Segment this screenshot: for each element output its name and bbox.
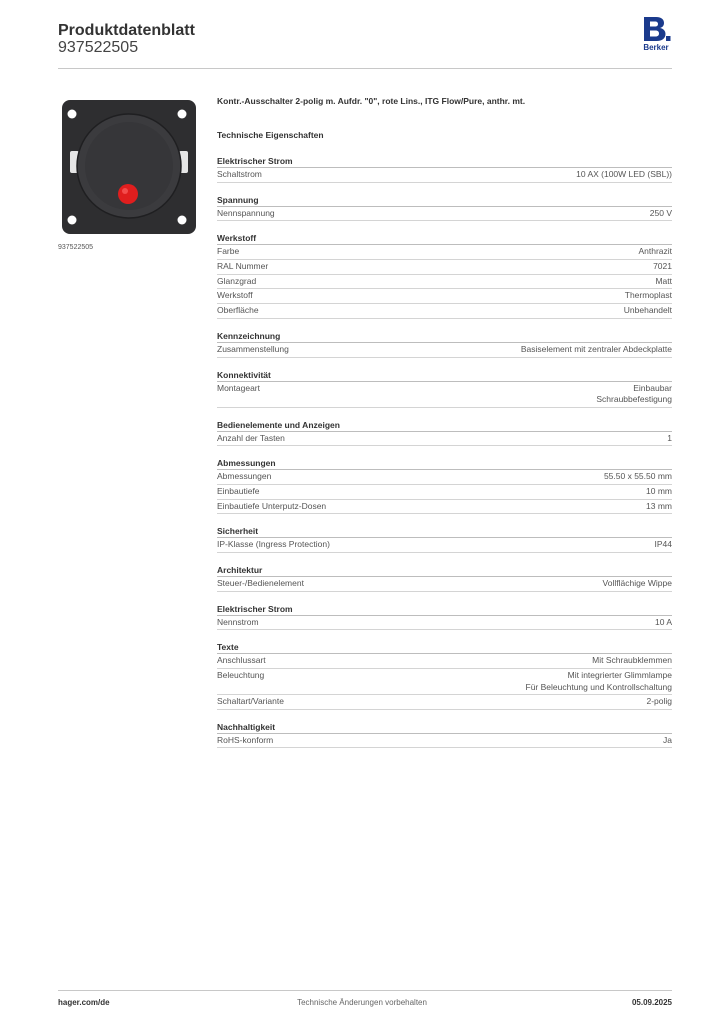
product-description: Kontr.-Ausschalter 2-polig m. Aufdr. "0", rote Lins., ITG Flow/Pure, anthr. mt. [217, 96, 526, 106]
spec-value: 1 [667, 432, 672, 443]
tech-properties-title: Technische Eigenschaften [217, 130, 324, 140]
indicator-lens-icon [118, 184, 138, 204]
spec-section [217, 195, 672, 222]
spec-label: Anschlussart [217, 655, 266, 666]
spec-row [217, 343, 672, 358]
header-divider [58, 68, 672, 69]
footer-divider [58, 990, 672, 991]
spec-label: Nennspannung [217, 207, 275, 218]
logo-text: Berker [643, 43, 669, 52]
spec-value: 10 AX (100W LED (SBL)) [576, 169, 672, 179]
spec-row [217, 245, 672, 260]
spec-section [217, 458, 672, 514]
spec-value: Basiselement mit zentraler Abdeckplatte [520, 343, 672, 354]
section-title: Architektur [217, 564, 263, 575]
spec-section [217, 331, 672, 358]
footer-website: hager.com/de [58, 998, 110, 1007]
spec-row [217, 695, 672, 710]
spec-row [217, 616, 672, 631]
spec-label: Abmessungen [217, 471, 272, 482]
spec-label: Zusammenstellung [217, 343, 289, 354]
spec-label: RAL Nummer [217, 261, 269, 272]
spec-value: IP44 [654, 539, 672, 550]
product-image [58, 96, 200, 238]
spec-value: 13 mm [646, 500, 672, 511]
spec-value: Ja [663, 734, 672, 745]
spec-sections [217, 156, 672, 748]
spec-value: Unbehandelt [623, 305, 672, 316]
spec-row [217, 669, 672, 695]
section-title: Werkstoff [217, 233, 257, 244]
spec-row [217, 275, 672, 290]
footer-notice: Technische Änderungen vorbehalten [297, 998, 427, 1007]
spec-section [217, 526, 672, 553]
page-title: Produktdatenblatt [58, 22, 195, 39]
spec-section [217, 722, 672, 749]
section-title: Spannung [217, 194, 259, 205]
spec-value: Anthrazit [638, 246, 672, 257]
spec-value: 10 mm [646, 485, 672, 496]
section-title: Elektrischer Strom [217, 156, 293, 166]
spec-row [217, 168, 672, 183]
spec-row [217, 207, 672, 222]
spec-label: Farbe [217, 246, 240, 257]
spec-section [217, 233, 672, 318]
spec-row [217, 734, 672, 749]
spec-section [217, 156, 672, 183]
spec-label: Einbautiefe Unterputz-Dosen [217, 500, 327, 511]
spec-label: Steuer-/Bedienelement [217, 577, 304, 588]
spec-value: 250 V [649, 207, 672, 218]
spec-row [217, 289, 672, 304]
berker-b-icon [641, 16, 671, 42]
spec-row [217, 538, 672, 553]
spec-value: 55.50 x 55.50 mm [603, 471, 672, 482]
spec-content [217, 96, 672, 748]
section-title: Sicherheit [217, 526, 259, 537]
spec-section [217, 565, 672, 592]
spec-row [217, 432, 672, 447]
spec-row [217, 304, 672, 319]
product-number: 937522505 [58, 39, 139, 56]
spec-label: Einbautiefe [217, 485, 260, 496]
spec-label: Oberfläche [217, 305, 259, 316]
section-title: Bedienelemente und Anzeigen [217, 419, 340, 430]
spec-section [217, 370, 672, 408]
footer-date: 05.09.2025 [631, 998, 672, 1007]
spec-value: Vollflächige Wippe [602, 577, 672, 588]
section-title: Elektrischer Strom [217, 603, 293, 614]
spec-value: 10 A [654, 616, 672, 627]
spec-section [217, 604, 672, 631]
section-title: Konnektivität [217, 369, 271, 380]
spec-row [217, 654, 672, 669]
spec-value: 7021 [653, 261, 672, 272]
spec-value: Thermoplast [624, 290, 672, 301]
spec-value: 2-polig [646, 696, 672, 706]
section-title: Kennzeichnung [217, 330, 281, 341]
spec-row [217, 260, 672, 275]
spec-row [217, 470, 672, 485]
spec-label: Werkstoff [217, 290, 253, 301]
section-title: Abmessungen [217, 458, 276, 469]
image-caption: 937522505 [58, 244, 94, 251]
spec-label: IP-Klasse (Ingress Protection) [217, 539, 330, 550]
spec-label: RoHS-konform [217, 734, 274, 745]
section-title: Texte [217, 642, 239, 653]
spec-row [217, 577, 672, 592]
spec-value: Matt [655, 275, 672, 286]
spec-label: Nennstrom [217, 616, 259, 627]
section-title: Nachhaltigkeit [217, 721, 276, 732]
spec-value: Einbaubar Schraubbefestigung [596, 382, 672, 404]
spec-label: Schaltart/Variante [217, 696, 284, 706]
spec-section [217, 642, 672, 709]
berker-logo [638, 16, 674, 56]
spec-label: Anzahl der Tasten [217, 432, 285, 443]
spec-label: Glanzgrad [217, 275, 257, 286]
spec-row [217, 500, 672, 515]
spec-row [217, 485, 672, 500]
spec-label: Montageart [217, 382, 260, 393]
spec-label: Beleuchtung [217, 670, 265, 680]
spec-label: Schaltstrom [217, 169, 262, 179]
spec-row [217, 382, 672, 408]
spec-section [217, 420, 672, 447]
spec-value: Mit Schraubklemmen [592, 655, 672, 666]
spec-value: Mit integrierter Glimmlampe Für Beleuchtung und Kontrollschaltung [525, 670, 672, 692]
